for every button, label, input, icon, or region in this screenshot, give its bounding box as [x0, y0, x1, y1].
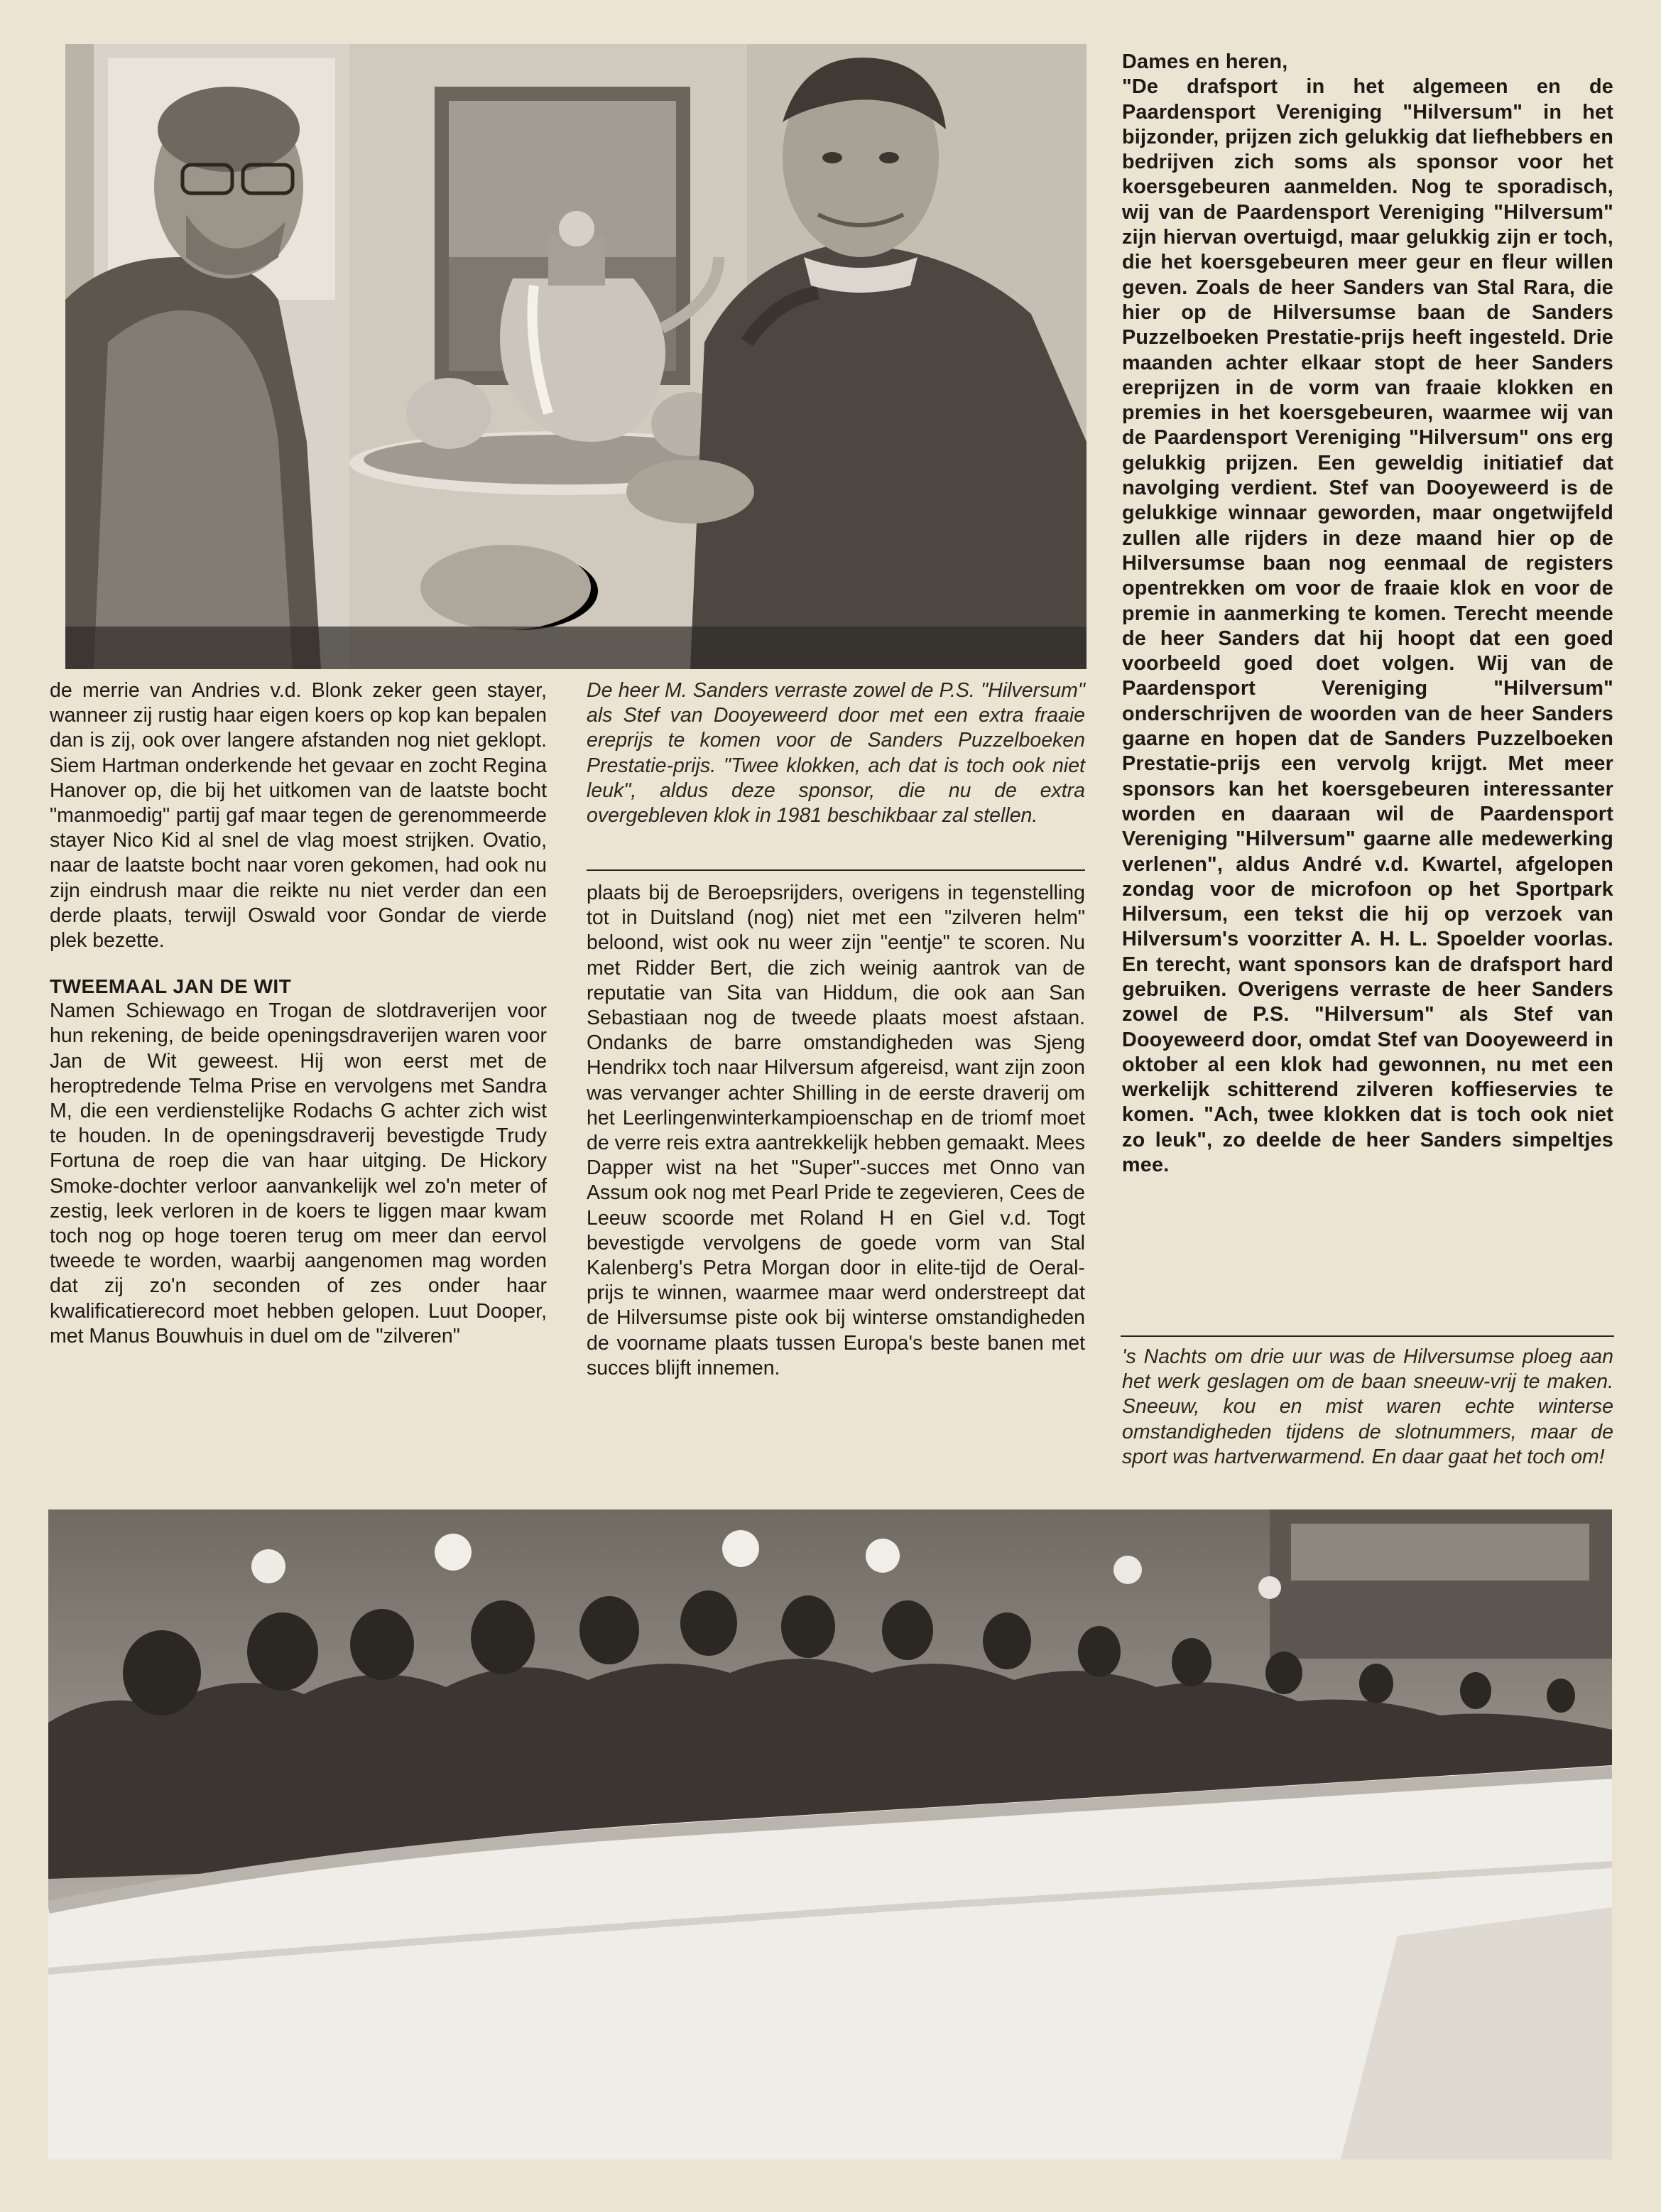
divider-rule: [587, 869, 1085, 871]
left-column: [50, 678, 547, 1349]
race-report-paragraph-2: Namen Schiewago en Trogan de slotdraverijen voor hun rekening, de beide openingsdraverijen waren voor Jan de Wit geweest. Hij won eerst met de heroptredende Telma Prise en vervolgens met Sandra M, die een verdienstelijke Rodachs G achter zich wist te houden. In de openingsdraverij bevestigde Trudy Fortuna de roep die van haar uitging. De Hickory Smoke-dochter verloor aanvankelijk wel zo'n meter of zestig, leek verloren in de koers te liggen maar kwam toch nog op hoge toeren terug om meer dan eervol tweede te worden, waarbij aangenomen mag worden dat zij zo'n seconden of zes onder haar kwalificatierecord moet hebben gelopen. Luut Dooper, met Manus Bouwhuis in duel om de "zilveren": [50, 999, 547, 1348]
trophy-presentation-photo: [65, 44, 1087, 669]
race-report-paragraph: de merrie van Andries v.d. Blonk zeker geen stayer, wanneer zij rustig haar eigen koers op kop kan bepalen dan is zij, ook over langere afstanden nog niet geklopt. Siem Hartman onderkende het gevaar en zocht Regina Hanover op, die bij het uitkomen van de laatste bocht "manmoedig" partij gaf maar tegen de gerenommeerde stayer Nico Kid al snel de vlag moest strijken. Ovatio, naar de laatste bocht naar voren gekomen, had ook nu zijn eindrush maar die reikte nu niet verder dan een derde plaats, terwijl Oswald voor Gondar de vierde plek bezette.: [50, 679, 547, 953]
speech-text: "De drafsport in het algemeen en de Paardensport Vereniging "Hilversum" in het bijzonder, prijzen zich gelukkig dat liefhebbers en bedrijven zich soms als sponsor voor het koersgebeuren aanmelden. Nog te sporadisch, wij van de Paardensport Vereniging "Hilversum" zijn hiervan overtuigd, maar gelukkig zijn er toch, die het koersgebeuren meer geur en fleur willen geven. Zoals de heer Sanders van Stal Rara, die hier op de Hilversumse baan de Sanders Puzzelboeken Prestatie-prijs heeft ingesteld. Drie maanden achter elkaar stopt de heer Sanders ereprijzen in de vorm van fraaie klokken en premies in het koersgebeuren, waarmee wij van de Paardensport Vereniging "Hilversum" ons erg gelukkig prijzen. Een geweldig initiatief dat navolging verdient. Stef van Dooyeweerd is de gelukkige winnaar geworden, maar ongetwijfeld zullen alle rijders in deze maand hier op de Hilversumse baan nog eenmaal de registers opentrekken om voor de fraaie klok en voor de premie in aanmerking te komen. Terecht meende de heer Sanders dat hij hoopt dat een goed voorbeeld goed doet volgen. Wij van de Paardensport Vereniging "Hilversum" onderschrijven de woorden van de heer Sanders gaarne en hopen dat de Sanders Puzzelboeken Prestatie-prijs een vervolg krijgt. Met meer sponsors kan het koersgebeuren interessanter worden en daaraan wil de Paardensport Vereniging "Hilversum" gaarne alle medewerking verlenen", aldus André v.d. Kwartel, afgelopen zondag voor de microfoon op het Sportpark Hilversum, een tekst die hij op verzoek van Hilversum's voorzitter A. H. L. Spoelder voorlas. En terecht, want sponsors kan de drafsport hard gebruiken. Overigens verraste de heer Sanders zowel de P.S. "Hilversum" als Stef van Dooyeweerd door, omdat Stef van Dooyeweerd in oktober al een klok had gewonnen, nu met een werkelijk schitterend zilveren koffieservies te komen. "Ach, twee klokken dat is toch ook niet zo leuk", zo deelde de heer Sanders simpeltjes mee.: [1122, 75, 1613, 1177]
speech-salutation: Dames en heren,: [1122, 50, 1288, 73]
divider-rule-right: [1121, 1335, 1614, 1337]
photo-caption: [587, 678, 1085, 828]
closing-note: [1122, 1345, 1613, 1470]
snowy-crowd-photo: [48, 1509, 1612, 2159]
section-heading: TWEEMAAL JAN DE WIT: [50, 975, 292, 998]
middle-column: [587, 881, 1085, 1381]
race-report-continued: plaats bij de Beroepsrijders, overigens in tegenstelling tot in Duitsland (nog) niet met een "zilveren helm" beloond, wist ook nu weer zijn "eentje" te scoren. Nu met Ridder Bert, die zich weinig aantrok van de reputatie van Sita van Hiddum, die ook aan San Sebastiaan nog de tweede plaats moest afstaan. Ondanks de barre omstandigheden was Sjeng Hendrikx toch naar Hilversum afgereisd, want zijn zoon was vervanger achter Shilling in de eerste draverij om het Leerlingenwinterkampioenschap en de triomf moet de verre reis extra aantrekkelijk hebben gemaakt. Mees Dapper wist na het "Super"-succes met Onno van Assum ook nog met Pearl Pride te zegevieren, Cees de Leeuw scoorde met Roland H en Giel v.d. Togt bevestigde vervolgens de goede vorm van Stal Kalenberg's Petra Morgan door in elite-tijd de Oeral-prijs te winnen, waarmee maar werd onderstreept dat de Hilversumse piste ook bij winterse omstandigheden de voorname plaats tussen Europa's beste banen met succes blijft innemen.: [587, 882, 1085, 1379]
closing-note-text: 's Nachts om drie uur was de Hilversumse ploeg aan het werk geslagen om de baan sneeuw-vrij te maken. Sneeuw, kou en mist waren echte winterse omstandigheden tijdens de slotnummers, maar de sport was hartverwarmend. En daar gaat het toch om!: [1122, 1345, 1613, 1468]
speech-column: [1122, 50, 1613, 1178]
photo-caption-text: De heer M. Sanders verraste zowel de P.S. "Hilversum" als Stef van Dooyeweerd door met een extra fraaie ereprijs te komen voor de Sanders Puzzelboeken Prestatie-prijs. "Twee klokken, ach dat is toch ook niet leuk", aldus deze sponsor, die nu de extra overgebleven klok in 1981 beschikbaar zal stellen.: [587, 679, 1085, 828]
